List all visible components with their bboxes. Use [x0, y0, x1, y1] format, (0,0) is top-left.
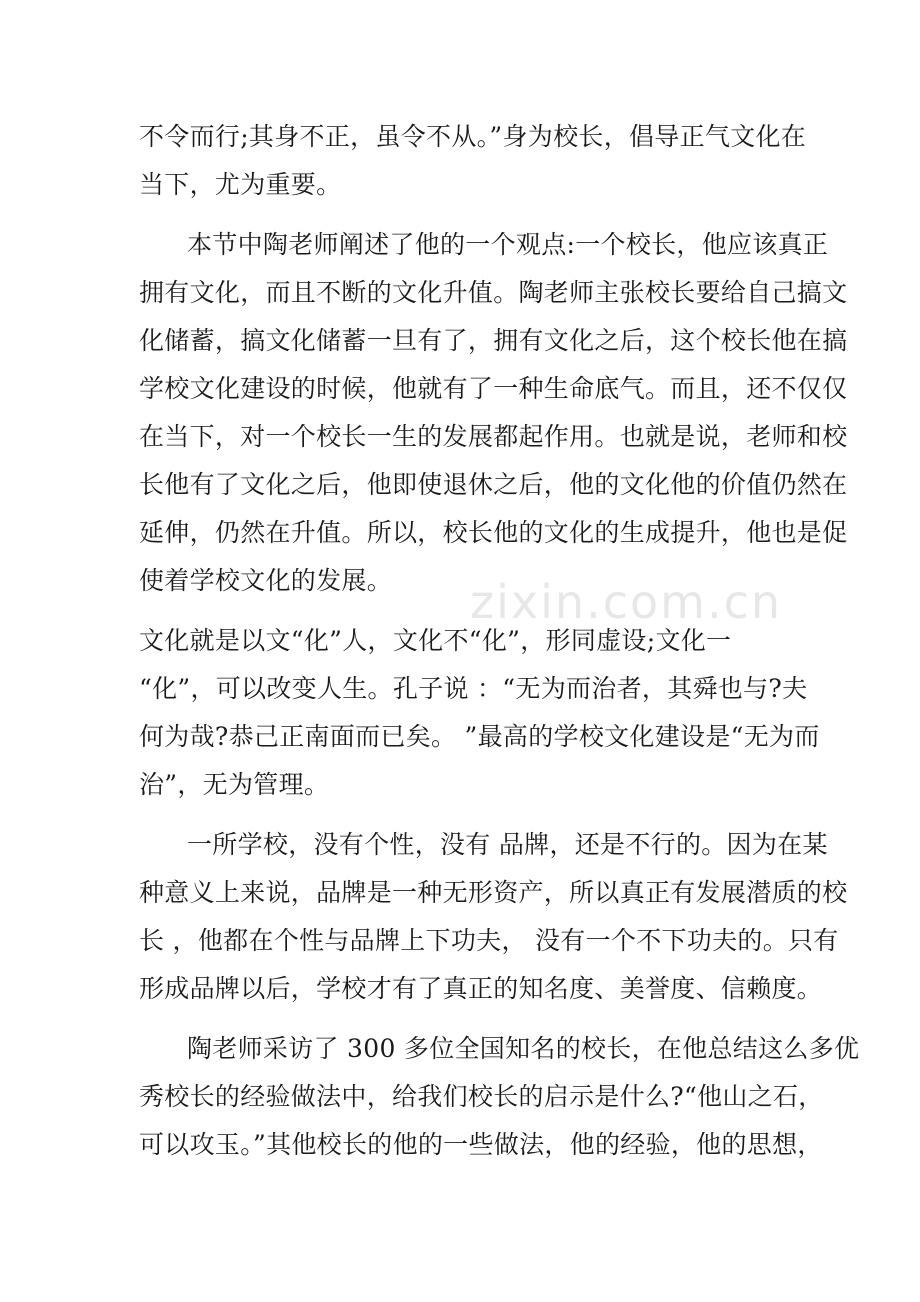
text-line: “化”，可以改变人生。孔子说 ：“无为而治者，其舜也与?夫	[139, 674, 808, 703]
text-line: 延伸，仍然在升值。所以，校长他的文化的生成提升，他也是促	[139, 518, 848, 547]
text-line: 长他有了文化之后，他即使退休之后，他的文化他的价值仍然在	[139, 470, 848, 499]
text-line: 在当下，对一个校长一生的发展都起作用。也就是说，老师和校	[139, 422, 848, 451]
text-line: 陶老师采访了 300 多位全国知名的校长，在他总结这么多优	[187, 1034, 860, 1063]
text-line: 本节中陶老师阐述了他的一个观点:一个校长，他应该真正	[187, 230, 829, 259]
text-line: 化储蓄，搞文化储蓄一旦有了，拥有文化之后，这个校长他在搞	[139, 326, 848, 355]
text-line: 拥有文化，而且不断的文化升值。陶老师主张校长要给自己搞文	[139, 278, 848, 307]
text-line: 使着学校文化的发展。	[139, 566, 393, 595]
text-line: 长 ，他都在个性与品牌上下功夫， 没有一个不下功夫的。只有	[139, 926, 839, 955]
text-line: 可以攻玉。”其他校长的他的一些做法，他的经验，他的思想，	[139, 1130, 823, 1159]
text-line: 不令而行;其身不正，虽令不从。”身为校长，倡导正气文化在	[139, 122, 807, 151]
text-line: 秀校长的经验做法中，给我们校长的启示是什么?“他山之石，	[139, 1082, 824, 1111]
text-line: 学校文化建设的时候，他就有了一种生命底气。而且，还不仅仅	[139, 374, 848, 403]
text-line: 当下，尤为重要。	[139, 170, 342, 199]
text-line: 治”，无为管理。	[139, 770, 330, 799]
text-line: 文化就是以文“化”人，文化不“化”，形同虚设;文化一	[139, 626, 732, 655]
watermark: zixin.com.cn	[470, 575, 783, 629]
text-line: 何为哉?恭己正南面而已矣。 ”最高的学校文化建设是“无为而	[139, 722, 820, 751]
text-line: 种意义上来说，品牌是一种无形资产，所以真正有发展潜质的校	[139, 878, 848, 907]
text-line: 一所学校，没有个性，没有 品牌，还是不行的。因为在某	[187, 830, 828, 859]
text-line: 形成品牌以后，学校才有了真正的知名度、美誉度、信赖度。	[139, 974, 823, 1003]
